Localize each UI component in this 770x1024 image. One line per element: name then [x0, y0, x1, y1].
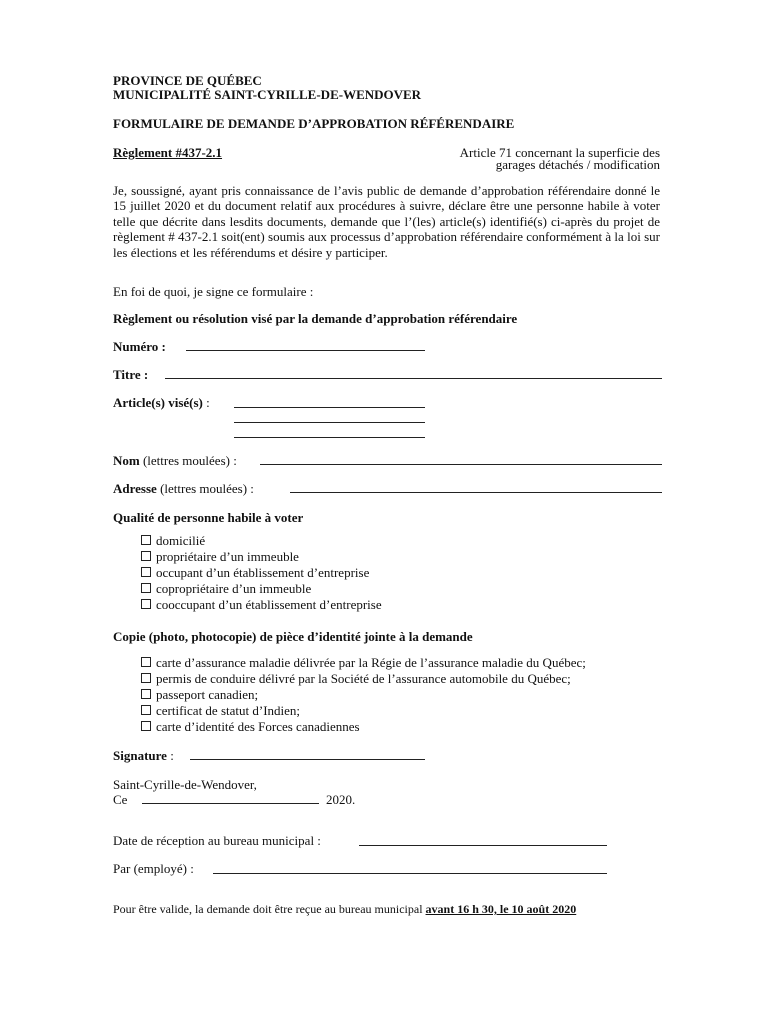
- articles-field-2[interactable]: [234, 422, 425, 423]
- copie-option-assurance-maladie[interactable]: carte d’assurance maladie délivrée par la Régie de l’assurance maladie du Québec;: [141, 655, 586, 670]
- checkbox-icon[interactable]: [141, 721, 151, 731]
- qualite-heading: Qualité de personne habile à voter: [113, 510, 304, 525]
- reception-label: Date de réception au bureau municipal :: [113, 833, 321, 848]
- nom-label: Nom: [113, 453, 140, 468]
- adresse-hint: (lettres moulées) :: [160, 481, 254, 496]
- checkbox-icon[interactable]: [141, 673, 151, 683]
- checkbox-icon[interactable]: [141, 689, 151, 699]
- regulation-article-line2: garages détachés / modification: [495, 157, 660, 172]
- nom-label-wrap: [113, 453, 237, 468]
- copie-option-statut-indien[interactable]: certificat de statut d’Indien;: [141, 703, 300, 718]
- footer-text: Pour être valide, la demande doit être reçue au bureau municipal: [113, 902, 426, 916]
- checkbox-icon[interactable]: [141, 599, 151, 609]
- checkbox-icon[interactable]: [141, 705, 151, 715]
- copie-option-permis[interactable]: permis de conduire délivré par la Société de l’assurance automobile du Québec;: [141, 671, 571, 686]
- checkbox-icon[interactable]: [141, 657, 151, 667]
- adresse-label: Adresse: [113, 481, 157, 496]
- par-employe-field[interactable]: [213, 873, 607, 874]
- signature-ce-label: Ce: [113, 792, 128, 807]
- signature-field[interactable]: [190, 759, 425, 760]
- checkbox-icon[interactable]: [141, 583, 151, 593]
- signature-label-wrap: [113, 748, 174, 763]
- regulation-article-line1: Article 71 concernant la superficie des: [459, 145, 660, 160]
- nom-field[interactable]: [260, 464, 662, 465]
- copie-option-forces-canadiennes[interactable]: carte d’identité des Forces canadiennes: [141, 719, 360, 734]
- qualite-option-proprietaire[interactable]: propriétaire d’un immeuble: [141, 549, 299, 564]
- intro-paragraph: Je, soussigné, ayant pris connaissance de l’avis public de demande d’approbation référendaire donné le 15 juillet 2020 et du document relatif aux procédures à suivre, déclare être une personne habile à voter telle que décrite dans lesdits documents, demande que l’(les) article(s) identifié(s) ci-après du projet de règlement # 437-2.1 soit(ent) soumis aux processus d’approbation référendaire conformément à la loi sur les élections et les référendums et désire y participer.: [113, 183, 660, 260]
- checkbox-icon[interactable]: [141, 535, 151, 545]
- footer-note: [113, 902, 576, 917]
- numero-label: Numéro :: [113, 339, 166, 354]
- regulation-number: Règlement #437-2.1: [113, 145, 223, 160]
- signature-year: 2020.: [326, 792, 356, 807]
- adresse-field[interactable]: [290, 492, 662, 493]
- municipality-heading: MUNICIPALITÉ SAINT-CYRILLE-DE-WENDOVER: [113, 87, 422, 102]
- qualite-option-domicilie[interactable]: domicilié: [141, 533, 205, 548]
- sign-intro: En foi de quoi, je signe ce formulaire :: [113, 284, 314, 299]
- checkbox-icon[interactable]: [141, 567, 151, 577]
- articles-field-3[interactable]: [234, 437, 425, 438]
- titre-label: Titre :: [113, 367, 149, 382]
- qualite-option-cooccupant[interactable]: cooccupant d’un établissement d’entreprise: [141, 597, 382, 612]
- checkbox-icon[interactable]: [141, 551, 151, 561]
- form-title: FORMULAIRE DE DEMANDE D’APPROBATION RÉFÉRENDAIRE: [113, 116, 515, 131]
- qualite-option-occupant[interactable]: occupant d’un établissement d’entreprise: [141, 565, 369, 580]
- footer-deadline: avant 16 h 30, le 10 août 2020: [425, 902, 577, 916]
- signature-colon: :: [170, 748, 174, 763]
- signature-place: Saint-Cyrille-de-Wendover,: [113, 777, 257, 792]
- signature-label: Signature: [113, 748, 167, 763]
- reception-field[interactable]: [359, 845, 607, 846]
- nom-hint: (lettres moulées) :: [142, 453, 237, 468]
- copie-option-passeport[interactable]: passeport canadien;: [141, 687, 258, 702]
- par-employe-label: Par (employé) :: [113, 861, 194, 876]
- articles-label: Article(s) visé(s): [113, 395, 203, 410]
- articles-colon: :: [206, 395, 210, 410]
- signature-date-field[interactable]: [142, 803, 319, 804]
- articles-field-1[interactable]: [234, 407, 425, 408]
- titre-field[interactable]: [165, 378, 662, 379]
- province-heading: PROVINCE DE QUÉBEC: [113, 73, 262, 88]
- articles-label-wrap: [113, 395, 210, 410]
- adresse-label-wrap: [113, 481, 254, 496]
- numero-field[interactable]: [186, 350, 425, 351]
- regulation-section-heading: Règlement ou résolution visé par la demande d’approbation référendaire: [113, 311, 518, 326]
- qualite-option-coproprietaire[interactable]: copropriétaire d’un immeuble: [141, 581, 311, 596]
- copie-heading: Copie (photo, photocopie) de pièce d’identité jointe à la demande: [113, 629, 473, 644]
